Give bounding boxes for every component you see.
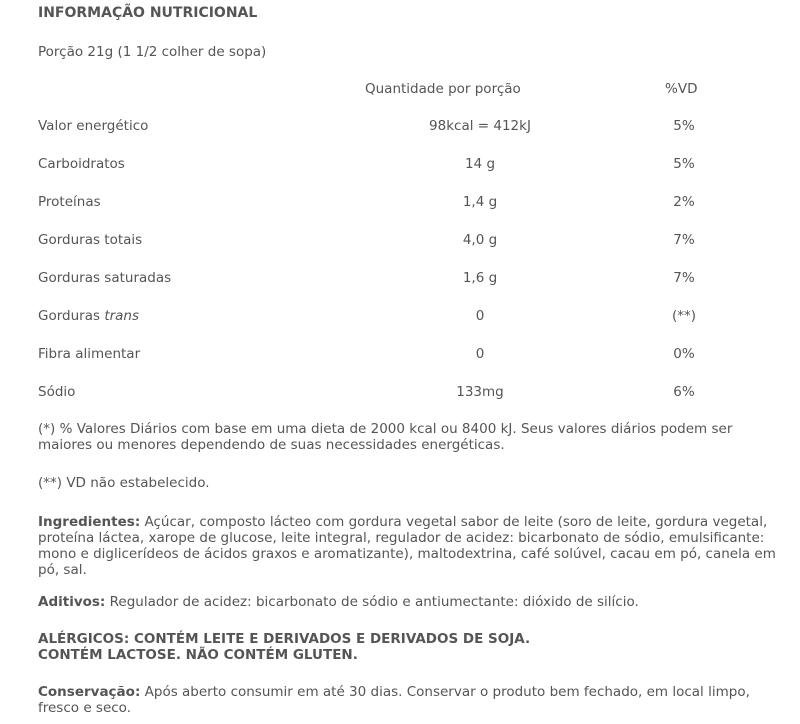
conservation-label: Conservação: xyxy=(38,684,141,700)
column-header-dv: %VD xyxy=(665,81,698,97)
ingredients-paragraph xyxy=(38,514,788,578)
allergens-line-2: CONTÉM LACTOSE. NÃO CONTÉM GLUTEN. xyxy=(38,647,358,663)
nutrient-quantity: 1,4 g xyxy=(462,194,498,210)
nutrient-name: Proteínas xyxy=(38,194,101,210)
nutrient-name: Valor energético xyxy=(38,118,149,134)
table-row xyxy=(0,118,800,138)
allergens-line-1: ALÉRGICOS: CONTÉM LEITE E DERIVADOS E DERIVADOS DE SOJA. xyxy=(38,631,531,647)
footnote-daily-values: (*) % Valores Diários com base em uma dieta de 2000 kcal ou 8400 kJ. Seus valores diários podem ser maiores ou menores dependendo de suas necessidades energéticas. xyxy=(38,421,733,453)
nutrient-quantity: 133mg xyxy=(456,384,504,400)
nutrient-quantity: 4,0 g xyxy=(462,232,498,248)
conservation-text: Após aberto consumir em até 30 dias. Conservar o produto bem fechado, em local limpo, fresco e seco. xyxy=(38,684,750,716)
conservation-paragraph xyxy=(38,684,788,716)
nutrient-quantity: 98kcal = 412kJ xyxy=(429,118,531,134)
nutrient-name: Sódio xyxy=(38,384,76,400)
allergens-paragraph xyxy=(38,631,788,663)
ingredients-text: Açúcar, composto lácteo com gordura vegetal sabor de leite (soro de leite, gordura vegetal, proteína láctea, xarope de glucose, leite integral, regulador de acidez: bicarbonato de sódio, emulsificante: mono e diglicerídeos de ácidos graxos e aromatizante), maltodextrina, café solúvel, cacau em pó, canela em pó, sal. xyxy=(38,514,776,578)
table-row xyxy=(0,308,800,328)
additives-label: Aditivos: xyxy=(38,594,106,610)
nutrient-dv: (**) xyxy=(671,308,697,324)
table-row xyxy=(0,156,800,176)
footnote-vd-not-established: (**) VD não estabelecido. xyxy=(38,475,210,491)
nutrient-dv: 2% xyxy=(673,194,695,210)
additives-paragraph xyxy=(38,594,788,610)
nutrient-dv: 7% xyxy=(673,232,695,248)
nutrient-name-italic: trans xyxy=(104,308,140,324)
column-header-quantity: Quantidade por porção xyxy=(365,81,521,97)
nutrient-name: Gorduras saturadas xyxy=(38,270,172,286)
nutrient-dv: 0% xyxy=(673,346,695,362)
nutrient-dv: 5% xyxy=(673,118,695,134)
nutrient-dv: 7% xyxy=(673,270,695,286)
nutrient-dv: 5% xyxy=(673,156,695,172)
table-row xyxy=(0,270,800,290)
ingredients-label: Ingredientes: xyxy=(38,514,141,530)
nutrient-name: Fibra alimentar xyxy=(38,346,141,362)
section-title: INFORMAÇÃO NUTRICIONAL xyxy=(38,5,258,21)
nutrient-name: Carboidratos xyxy=(38,156,125,172)
nutrient-name-main: Gorduras xyxy=(38,308,105,324)
nutrient-name xyxy=(38,308,139,324)
table-row xyxy=(0,232,800,252)
portion-size: Porção 21g (1 1/2 colher de sopa) xyxy=(38,44,267,60)
additives-text: Regulador de acidez: bicarbonato de sódio e antiumectante: dióxido de silício. xyxy=(105,594,639,610)
nutrient-name: Gorduras totais xyxy=(38,232,143,248)
nutrient-quantity: 0 xyxy=(475,308,485,324)
table-row xyxy=(0,384,800,404)
nutrient-quantity: 1,6 g xyxy=(462,270,498,286)
nutrient-dv: 6% xyxy=(673,384,695,400)
table-row xyxy=(0,194,800,214)
nutrient-quantity: 14 g xyxy=(464,156,496,172)
nutrient-quantity: 0 xyxy=(475,346,485,362)
table-row xyxy=(0,346,800,366)
